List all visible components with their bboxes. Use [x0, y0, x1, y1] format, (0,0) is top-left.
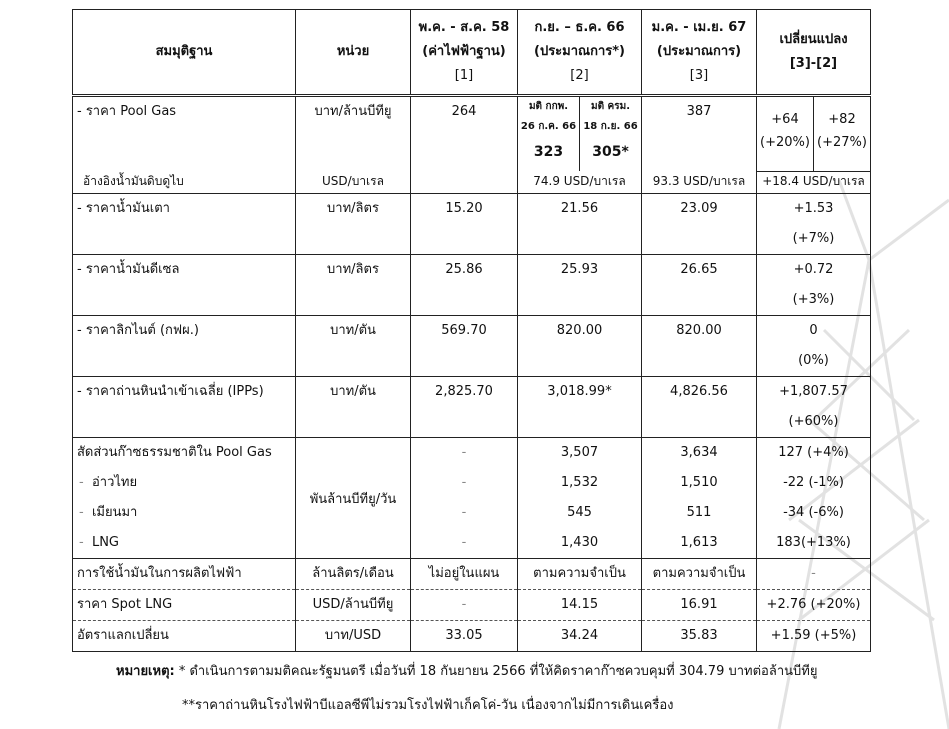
table-row-spot-lng: ราคา Spot LNG USD/ล้านบีทียู - 14.15 16.91 +2.76 (+20%): [73, 590, 871, 621]
assumption-table-frame: [72, 9, 870, 652]
footnote-2: **ราคาถ่านหินโรงไฟฟ้าบีแอลซีพีไม่รวมโรงไฟฟ้าเก็คโค่-วัน เนื่องจากไม่มีการเดินเครื่อง: [182, 698, 674, 713]
value-base: 264: [411, 96, 518, 172]
header-base-period: พ.ค. - ส.ค. 58 (ค่าไฟฟ้าฐาน) [1]: [411, 10, 518, 96]
table-row-exchange-rate: อัตราแลกเปลี่ยน บาท/USD 33.05 34.24 35.83 +1.59 (+5%): [73, 621, 871, 652]
table-row-gas-share-item: - อ่าวไทย - 1,532 1,510 -22 (-1%): [73, 468, 871, 498]
sub-title-erc: มติ กกพ.: [528, 101, 569, 112]
table-row: - ราคาน้ำมันดีเซล บาท/ลิตร 25.86 25.93 26.65 +0.72 (+3%): [73, 255, 871, 316]
change-ref: +18.4 USD/บาเรล: [757, 172, 871, 194]
table-row-gas-share-item: - เมียนมา - 545 511 -34 (-6%): [73, 498, 871, 528]
row-unit: พันล้านบีทียู/วัน: [296, 438, 411, 559]
value-ref: 74.9 USD/บาเรล: [518, 172, 642, 194]
value-split-cell: มติ กกพ. 26 ก.ค. 66 323 มติ ครม. 18 ก.ย. 66 305*: [518, 96, 642, 172]
table-row-gas-share-item: - LNG - 1,430 1,613 183(+13%): [73, 528, 871, 559]
table-row: - ราคาน้ำมันเตา บาท/ลิตร 15.20 21.56 23.09 +1.53 (+7%): [73, 194, 871, 255]
value-est: 387: [642, 96, 757, 172]
table-row-gas-share-total: สัดส่วนก๊าซธรรมชาติใน Pool Gas พันล้านบีทียู/วัน - 3,507 3,634 127 (+4%): [73, 438, 871, 469]
change-split-cell: +64 (+20%) +82 (+27%): [757, 96, 871, 172]
header-jan-apr-67: ม.ค. - เม.ย. 67 (ประมาณการ) [3]: [642, 10, 757, 96]
row-unit: USD/บาเรล: [296, 172, 411, 194]
value-cabinet: 305*: [592, 144, 629, 160]
footnote-title: หมายเหตุ:: [116, 664, 175, 679]
table-row-oil-use: การใช้น้ำมันในการผลิตไฟฟ้า ล้านลิตร/เดือน ไม่อยู่ในแผน ตามความจำเป็น ตามความจำเป็น -: [73, 559, 871, 590]
row-label: อ้างอิงน้ำมันดิบดูไบ: [73, 172, 296, 194]
header-assumption: สมมุติฐาน: [73, 10, 296, 96]
assumption-table: [72, 9, 871, 652]
row-unit: บาท/ล้านบีทียู: [296, 96, 411, 172]
header-unit: หน่วย: [296, 10, 411, 96]
header-sep-dec-66: ก.ย. – ธ.ค. 66 (ประมาณการ*) [2]: [518, 10, 642, 96]
header-change: เปลี่ยนแปลง [3]-[2]: [757, 10, 871, 96]
value-ref-est: 93.3 USD/บาเรล: [642, 172, 757, 194]
table-row: - ราคาลิกไนต์ (กฟผ.) บาท/ตัน 569.70 820.00 820.00 0 (0%): [73, 316, 871, 377]
footnote-1: [116, 660, 817, 681]
table-row-dubai-ref: [73, 172, 871, 194]
sub-title-cabinet: มติ ครม.: [590, 101, 631, 112]
table-row-pool-gas: [73, 96, 871, 172]
table-header-row: [73, 10, 871, 96]
footnote-text: * ดำเนินการตามมติคณะรัฐมนตรี เมื่อวันที่ 18 กันยายน 2566 ที่ให้คิดราคาก๊าซควบคุมที่ 304.79 บาทต่อล้านบีทียู: [178, 664, 818, 679]
value-erc: 323: [533, 144, 564, 160]
table-row: - ราคาถ่านหินนำเข้าเฉลี่ย (IPPs) บาท/ตัน 2,825.70 3,018.99* 4,826.56 +1,807.57 (+60%): [73, 377, 871, 438]
row-label: - ราคา Pool Gas: [73, 96, 296, 172]
